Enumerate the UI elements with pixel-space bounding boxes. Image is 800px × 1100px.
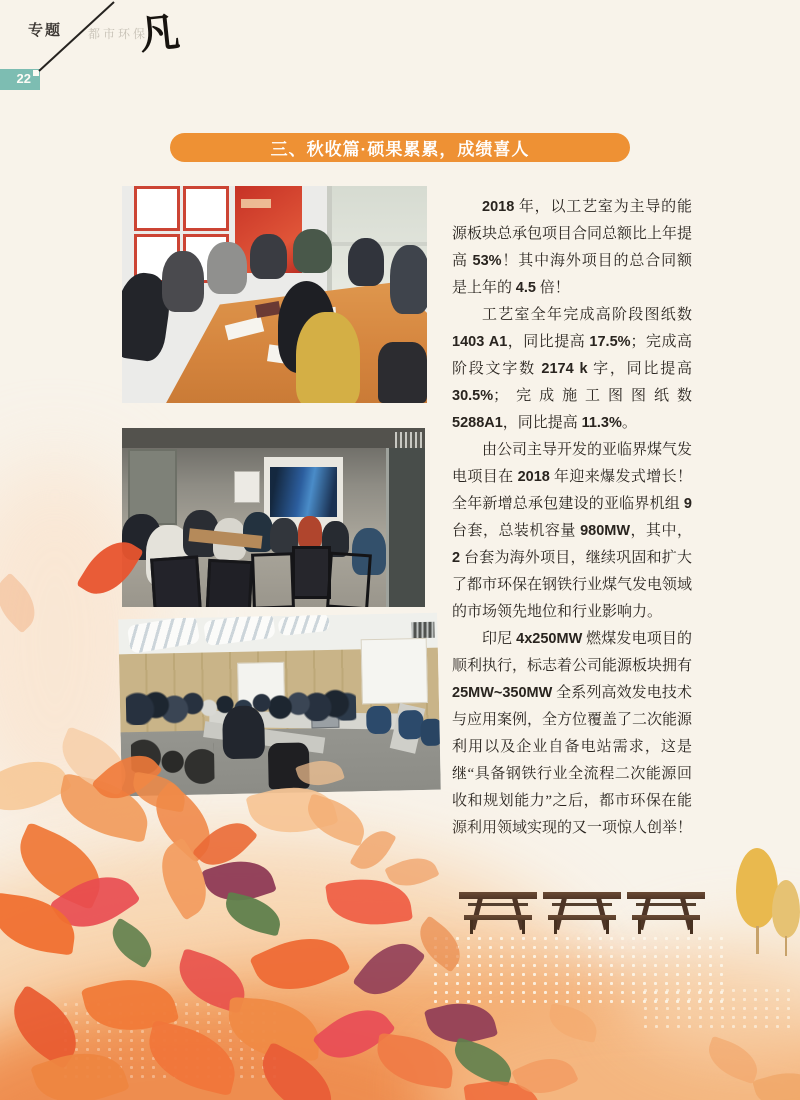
photo-presentation-room [122,428,425,607]
picnic-table-3 [626,888,706,936]
photo1-person-yellow-jacket [296,312,360,403]
photo3-blue-chair-1 [366,706,392,735]
photo2-flipchart [234,471,260,503]
article-text-column [452,194,692,842]
photo2-chair-5 [326,552,372,607]
picnic-table-part [522,920,525,934]
photo2-screen-image [270,467,337,517]
photo2-glass-wall-right [386,448,425,607]
photo2-chair-2 [205,559,253,607]
yellow-tree-small [772,880,800,960]
photo2-ceiling [122,428,425,448]
brand-name: 都市环保 [88,27,149,41]
picnic-table-part [470,920,473,934]
photo3-blue-chair-3 [420,719,441,746]
paragraph: 工艺室全年完成高阶段图纸数 1403 A1，同比提高 17.5%；完成高阶段文字数 2174 k 字，同比提高 30.5%；完成施工图图纸数 5288A1，同比提高 11.3%。 [452,307,692,431]
photo-conference-hall [118,613,441,797]
photo1-poster-small-2 [183,186,229,231]
picnic-table-part [554,920,557,934]
picnic-table-part [606,920,609,934]
diagonal-divider-line [34,0,118,74]
photo1-person-6 [348,238,385,286]
photo3-front-person [222,705,265,759]
photo-team-meeting-room [122,186,427,403]
picnic-table-part [543,892,621,899]
picnic-table-part [459,892,537,899]
photo1-poster-big-streak [241,199,272,208]
photo1-person-5 [293,229,333,272]
photo3-vent-right [412,622,435,638]
paragraph: 2018 年，以工艺室为主导的能源板块总承包项目合同总额比上年提高 53%！其中海外项目的总合同额是上年的 4.5 倍！ [452,199,693,296]
photo1-poster-small-1 [134,186,180,231]
calligraphy-wind-glyph: 凡 [136,8,182,59]
page-number: 22 [16,71,31,86]
section-title: 三、秋收篇·硕果累累，成绩喜人 [270,140,530,159]
photo1-person-7 [390,245,427,314]
picnic-table-part [690,920,693,934]
picnic-table-part [638,920,641,934]
paragraph: 由公司主导开发的亚临界煤气发电项目在 2018 年迎来爆发式增长！全年新增总承包建设的亚临界机组 9 台套，总装机容量 980MW，其中，2 台套为海外项目，继续巩固和扩大了都市环保在钢铁行业煤气发电领域的市场领先地位和行业影响力。 [452,442,693,620]
photo2-chair-4 [292,546,331,599]
picnic-table-part [627,892,705,899]
watercolor-speckles-2 [640,986,790,1032]
picnic-table-1 [458,888,538,936]
photo2-chair-3 [251,553,295,607]
section-title-banner [170,133,630,162]
photo3-screen-right [361,638,428,705]
section-label: 专题 [28,22,63,39]
photo1-person-4 [250,234,287,280]
paragraph: 印尼 4x250MW 燃煤发电项目的顺利执行，标志着公司能源板块拥有 25MW~350MW 全系列高效发电技术与应用案例，全方位覆盖了二次能源利用以及企业自备电站需求，这是继“具备钢铁行业全流程二次能源回收和规划能力”之后，都市环保在能源利用领域实现的又一项惊人创举！ [452,631,693,836]
autumn-leaf [301,793,371,846]
photo1-person-2 [162,251,205,312]
photo2-audience-red-shirt [298,516,322,548]
photo1-chair-right [378,342,427,403]
photo1-person-3 [207,242,247,294]
picnic-table-2 [542,888,622,936]
photo2-chair-1 [150,555,202,607]
